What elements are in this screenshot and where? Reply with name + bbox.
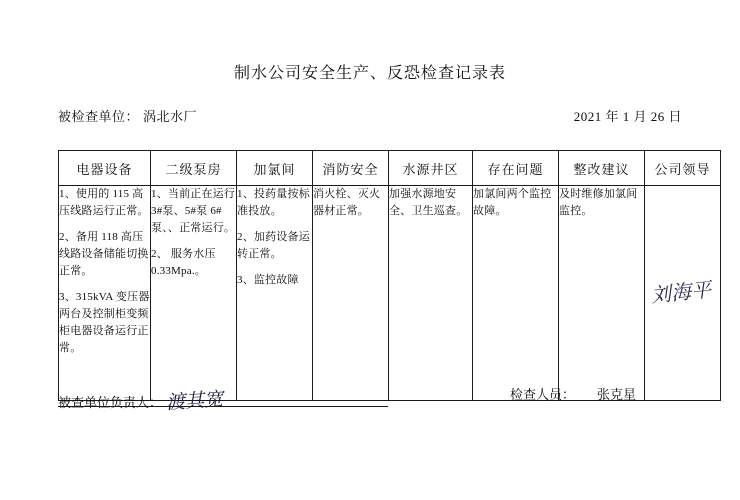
- table-header-water-source-well-area: 水源井区: [389, 151, 473, 186]
- cell-rectification-advice: [559, 186, 645, 401]
- table-header-electrical-equipment: 电器设备: [59, 151, 151, 186]
- company-leader-signature: 刘海平: [649, 279, 713, 308]
- table-header-rectification-advice: 整改建议: [559, 151, 645, 186]
- responsible-person-signature: 渡其宽: [165, 389, 224, 414]
- inspected-unit-value: 涡北水厂: [143, 109, 198, 124]
- page-title: 制水公司安全生产、反恐检查记录表: [233, 65, 506, 82]
- cell-line: 消火栓、灭火器材正常。: [313, 188, 381, 218]
- cell-company-leader: [645, 186, 721, 401]
- document-footer: [58, 382, 684, 414]
- inspector-value: 张克星: [597, 387, 637, 402]
- cell-water-source-well-area: [389, 186, 473, 401]
- cell-line: 1、投药量按标准投放。: [237, 188, 310, 218]
- cell-line: 3、315kVA 变压器两台及控制柜变频柜电器设备运行正常。: [59, 291, 150, 355]
- cell-line: 加氯间两个监控故障。: [473, 188, 552, 218]
- cell-line: 2、加药设备运转正常。: [237, 231, 310, 261]
- responsible-person-label: 被查单位负责人：: [58, 395, 163, 410]
- cell-line: 2、 服务水压 0.33Mpa.。: [151, 248, 216, 278]
- cell-existing-problems: [473, 186, 559, 401]
- inspector-block: [510, 384, 636, 403]
- cell-line: 1、当前正在运行 3#泵、5#泵 6#泵、、正常运行。: [151, 188, 236, 235]
- inspection-date: 2021 年 1 月 26 日: [573, 109, 682, 124]
- cell-line: 2、备用 118 高压线路设备储能切换正常。: [59, 231, 149, 278]
- cell-line: 3、监控故障: [237, 274, 299, 287]
- table-header-secondary-pump-room: 二级泵房: [151, 151, 237, 186]
- table-row: [59, 186, 721, 401]
- cell-line: 1、使用的 115 高压线路运行正常。: [59, 188, 149, 218]
- inspection-record-table: [58, 150, 721, 401]
- document-meta: [58, 106, 682, 125]
- table-header-company-leader: 公司领导: [645, 151, 721, 186]
- inspector-label: 检查人员：: [510, 387, 576, 402]
- cell-chlorination-room: [237, 186, 313, 401]
- table-header-chlorination-room: 加氯间: [237, 151, 313, 186]
- table-header-existing-problems: 存在问题: [473, 151, 559, 186]
- cell-fire-safety: [313, 186, 389, 401]
- table-header-fire-safety: 消防安全: [313, 151, 389, 186]
- cell-line: 加强水源地安全、卫生巡查。: [389, 188, 468, 218]
- cell-secondary-pump-room: [151, 186, 237, 401]
- signature-rule: [58, 406, 388, 407]
- cell-electrical-equipment: [59, 186, 151, 401]
- inspected-unit-label: 被检查单位：: [58, 109, 140, 124]
- cell-line: 及时维修加氯间监控。: [559, 188, 638, 218]
- inspected-unit: [58, 106, 197, 125]
- table-header-row: [59, 151, 721, 186]
